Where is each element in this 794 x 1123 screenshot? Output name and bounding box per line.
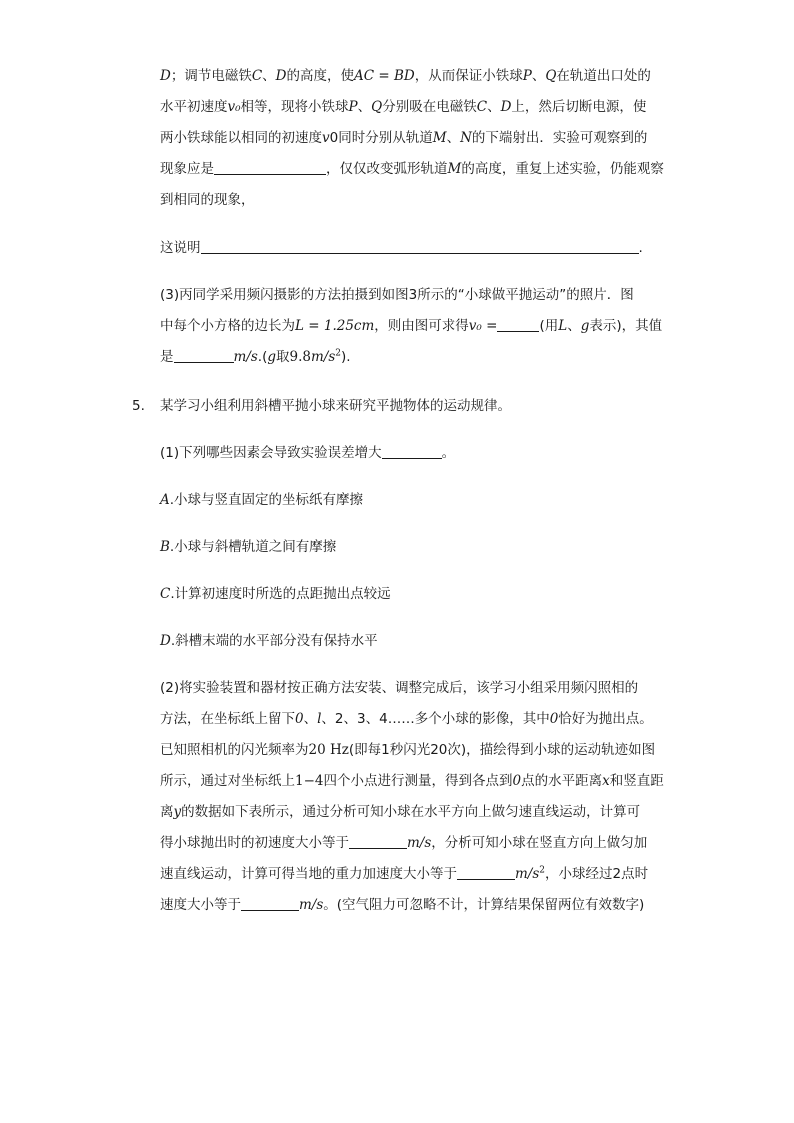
q5-part2-line-8: 速度大小等于 m/s。(空气阻力可忽略不计，计算结果保留两位有效数字) (160, 897, 645, 913)
answer-blank-v0-value[interactable] (174, 348, 234, 363)
q5-part1: (1)下列哪些因素会导致实验误差增大 。 (160, 445, 456, 461)
q4-line-5: 到相同的现象， (160, 192, 255, 208)
q4-part3-line-1: (3)丙同学采用频闪摄影的方法拍摄到如图3所示的“小球做平抛运动”的照片．图 (160, 287, 634, 303)
q4-part3-line-2: 中每个小方格的边长为L = 1.25cm，则由图可求得v₀ = (用L、g表示)，其值 (160, 318, 663, 334)
q4-part3-line-3: 是 m/s.(g取$9.8m/s^2$). (160, 348, 351, 365)
answer-blank-speed-at-2[interactable] (241, 896, 299, 911)
answer-blank-initial-speed[interactable] (349, 834, 407, 849)
q4-line-2: 水平初速度v₀相等，现将小铁球P、Q分别吸在电磁铁C、D上，然后切断电源，使 (160, 99, 647, 115)
q5-part2-line-5: 离y的数据如下表所示，通过分析可知小球在水平方向上做匀速直线运动，计算可 (160, 804, 641, 820)
q5-part2-line-7: 速直线运动，计算可得当地的重力加速度大小等于 $m/s^2$，小球经过2点时 (160, 865, 649, 882)
answer-blank-conclusion[interactable] (201, 239, 639, 254)
answer-blank-part1[interactable] (382, 444, 442, 459)
option-c[interactable]: C.计算初速度时所选的点距抛出点较远 (160, 586, 391, 602)
question-number: 5. (132, 398, 145, 414)
option-d[interactable]: D.斜槽末端的水平部分没有保持水平 (160, 633, 378, 649)
question-stem: 某学习小组利用斜槽平抛小球来研究平抛物体的运动规律。 (160, 398, 511, 414)
q5-part2-line-6: 得小球抛出时的初速度大小等于 m/s，分析可知小球在竖直方向上做匀加 (160, 835, 648, 851)
q5-part2-line-1: (2)将实验装置和器材按正确方法安装、调整完成后，该学习小组采用频闪照相的 (160, 680, 639, 696)
option-b[interactable]: B.小球与斜槽轨道之间有摩擦 (160, 539, 337, 555)
answer-blank-observation[interactable] (214, 160, 326, 175)
q4-line-1: D；调节电磁铁C、D的高度，使AC = BD，从而保证小铁球P、Q在轨道出口处的 (160, 68, 651, 84)
q4-line-4: 现象应是 ，仅仅改变弧形轨道M的高度，重复上述实验，仍能观察 (160, 161, 664, 177)
q4-line-6: 这说明 . (160, 240, 643, 256)
answer-blank-v0-expression[interactable] (497, 317, 539, 332)
option-a[interactable]: A.小球与竖直固定的坐标纸有摩擦 (160, 492, 364, 508)
q4-line-3: 两小铁球能以相同的初速度v0同时分别从轨道M、N的下端射出．实验可观察到的 (160, 130, 648, 146)
answer-blank-gravity[interactable] (457, 865, 515, 880)
q5-part2-line-4: 所示，通过对坐标纸上1−4四个小点进行测量，得到各点到0点的水平距离x和竖直距 (160, 773, 664, 789)
q5-part2-line-2: 方法，在坐标纸上留下0、l、2、3、4……多个小球的影像，其中0恰好为抛出点。 (160, 711, 653, 727)
q5-part2-line-3: 已知照相机的闪光频率为20 Hz(即每1秒闪光20次)，描绘得到小球的运动轨迹如图 (160, 742, 656, 758)
